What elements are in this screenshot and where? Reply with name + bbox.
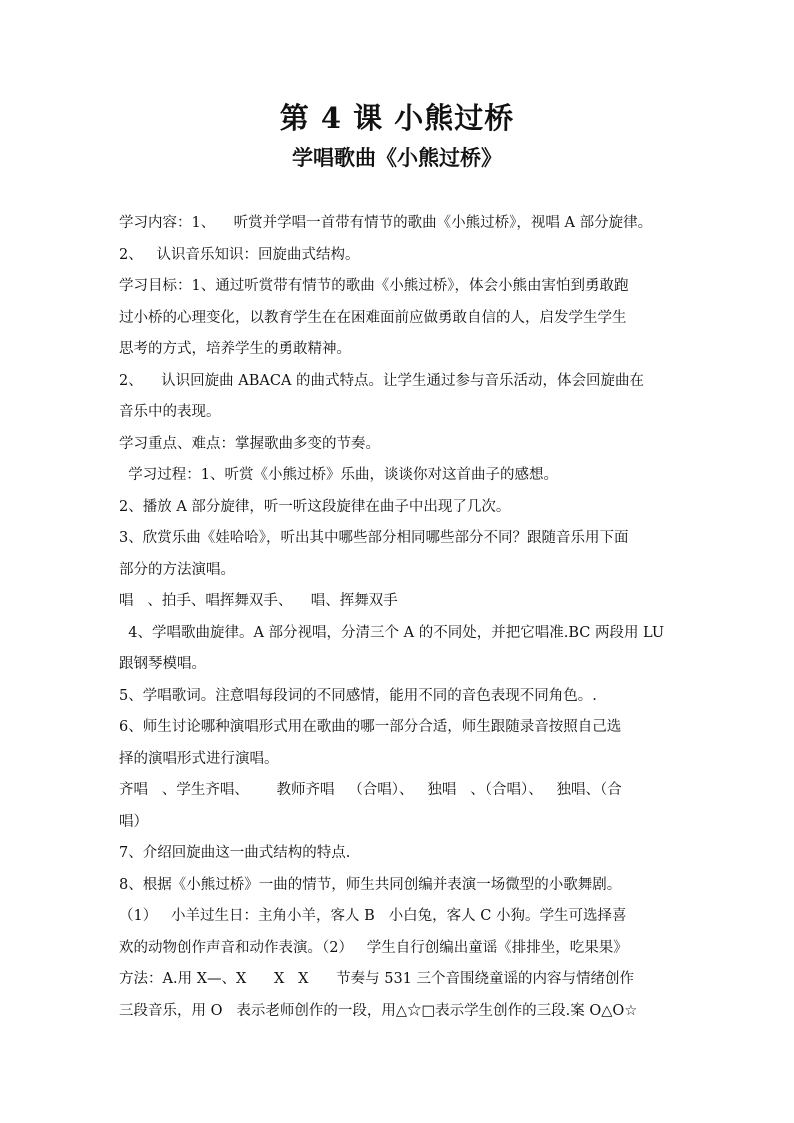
body-line: 部分的方法演唱。 — [119, 561, 235, 578]
body-line: 2、播放 A 部分旋律，听一听这段旋律在曲子中出现了几次。 — [119, 498, 511, 515]
body-line: 8、根据《小熊过桥》一曲的情节，师生共同创编并表演一场微型的小歌舞剧。 — [119, 876, 622, 893]
body-line: 学习内容：1、 听赏并学唱一首带有情节的歌曲《小熊过桥》，视唱 A 部分旋律。 — [119, 215, 653, 231]
body-line: 音乐中的表现。 — [119, 404, 221, 420]
lesson-body — [119, 208, 679, 1027]
body-line: 5、学唱歌词。注意唱每段词的不同感情，能用不同的音色表现不同角色。. — [119, 687, 597, 704]
body-line: 齐唱 、学生齐唱、 教师齐唱 （合唱）、 独唱 、（合唱）、 独唱、（合 — [119, 782, 622, 798]
body-line: 6、师生讨论哪种演唱形式用在歌曲的哪一部分合适，师生跟随录音按照自己选 — [119, 719, 622, 735]
body-line: 三段音乐，用 O 表示老师创作的一段，用△☆□表示学生创作的三段.案 O△O☆ — [119, 1002, 638, 1019]
body-line: 2、 认识音乐知识：回旋曲式结构。 — [119, 246, 360, 263]
body-line: 3、欣赏乐曲《娃哈哈》，听出其中哪些部分相同哪些部分不同？跟随音乐用下面 — [119, 530, 629, 546]
body-line: （1） 小羊过生日：主角小羊，客人 B 小白兔，客人 C 小狗。学生可选择喜 — [119, 908, 627, 924]
body-line: 唱） — [119, 813, 148, 830]
body-line: 方法：A.用 X—、X X X 节奏与 531 三个音围绕童谣的内容与情绪创作 — [119, 971, 635, 987]
body-line: 学习目标：1、通过听赏带有情节的歌曲《小熊过桥》，体会小熊由害怕到勇敢跑 — [119, 278, 629, 294]
body-line: 学习重点、难点：掌握歌曲多变的节奏。 — [119, 435, 380, 452]
lesson-subtitle: 学唱歌曲《小熊过桥》 — [292, 145, 502, 170]
body-line: 择的演唱形式进行演唱。 — [119, 750, 279, 767]
lesson-title: 第 4 课 小熊过桥 — [279, 101, 515, 135]
body-line: 2、 认识回旋曲 ABACA 的曲式特点。让学生通过参与音乐活动，体会回旋曲在 — [119, 372, 645, 389]
body-line: 4、学唱歌曲旋律。A 部分视唱，分清三个 A 的不同处，并把它唱准.BC 两段用 LU — [119, 624, 665, 641]
body-line: 唱 、拍手、唱挥舞双手、 唱、挥舞双手 — [119, 593, 398, 609]
body-line: 思考的方式，培养学生的勇敢精神。 — [119, 341, 351, 357]
body-line: 跟钢琴模唱。 — [119, 656, 206, 672]
body-line: 学习过程：1、听赏《小熊过桥》乐曲，谈谈你对这首曲子的感想。 — [119, 467, 558, 483]
body-line: 过小桥的心理变化，以教育学生在在困难面前应做勇敢自信的人，启发学生学生 — [119, 309, 627, 326]
body-line: 7、介绍回旋曲这一曲式结构的特点. — [119, 845, 351, 861]
body-line: 欢的动物创作声音和动作表演。（2） 学生自行创编出童谣《排排坐，吃果果》 — [119, 939, 628, 956]
